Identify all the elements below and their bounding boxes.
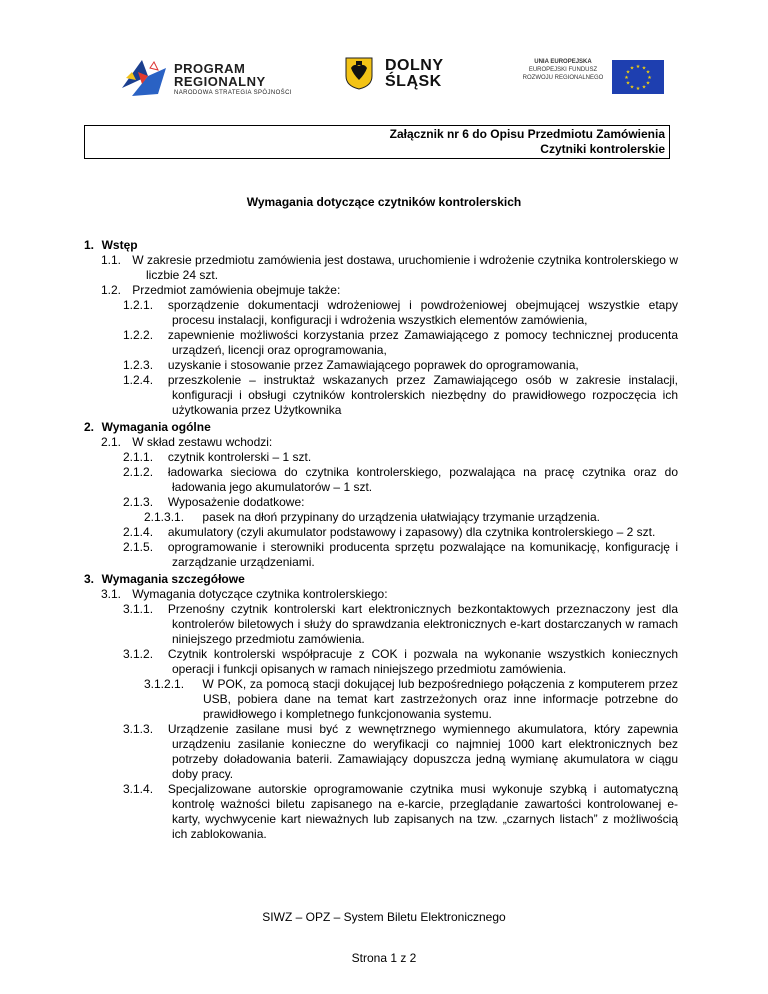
svg-text:★: ★ (641, 65, 647, 72)
annex-subtitle: Czytniki kontrolerskie (540, 142, 665, 156)
eu-text-line2: EUROPEJSKI FUNDUSZ (528, 67, 598, 73)
item-number: 2. (84, 420, 95, 434)
list-item (0, 722, 768, 782)
list-item (0, 602, 768, 647)
list-item (0, 450, 768, 465)
svg-text:★: ★ (624, 75, 629, 81)
list-item (0, 298, 768, 328)
list-item (0, 465, 768, 495)
program-regionalny-title-line1: PROGRAM (174, 61, 246, 76)
item-text: W skład zestawu wchodzi: (132, 435, 273, 449)
svg-text:★: ★ (645, 69, 651, 76)
item-text: Urządzenie zasilane musi być z wewnętrznego wymiennego akumulatora, który zapewnia urządzeniu zasilanie konieczne do weryfikacji co najmniej 1000 kart elektronicznych bez potrzeby doładowania baterii. Zamawiający dopuszcza jedną wymianę akumulatora w ciągu doby pracy. (167, 722, 678, 781)
svg-text:★: ★ (629, 84, 635, 91)
item-text: Wstęp (101, 238, 138, 252)
dolny-slask-line1: DOLNY (385, 57, 444, 74)
item-number: 3.1.1. (123, 602, 154, 616)
item-number: 3.1.3. (123, 722, 154, 736)
document-title: Wymagania dotyczące czytników kontrolerskich (246, 195, 522, 209)
item-number: 1.2. (101, 283, 122, 297)
list-item (0, 358, 768, 373)
item-text: Przedmiot zamówienia obejmuje także: (132, 283, 341, 297)
item-text: akumulatory (czyli akumulator podstawowy i zapasowy) dla czytnika kontrolerskiego – 2 szt. (167, 525, 656, 539)
eu-logo (518, 58, 668, 90)
svg-text:★: ★ (625, 69, 631, 76)
list-item (0, 495, 768, 510)
svg-text:★: ★ (635, 64, 641, 70)
svg-text:★: ★ (625, 80, 631, 87)
item-number: 2.1.2. (123, 465, 154, 479)
program-regionalny-mark-icon (118, 58, 170, 98)
item-text: Wymagania szczegółowe (101, 572, 245, 586)
item-text: Czytnik kontrolerski współpracuje z COK i pozwala na wykonanie wszystkich koniecznych operacji i funkcji opisanych w ramach niniejszego przedmiotu zamówienia. (167, 647, 678, 676)
item-number: 2.1.3. (123, 495, 154, 509)
item-text: czytnik kontrolerski – 1 szt. (167, 450, 312, 464)
svg-text:★: ★ (635, 86, 641, 92)
item-number: 1.2.1. (123, 298, 154, 312)
list-item (0, 283, 768, 298)
list-item (0, 647, 768, 677)
item-number: 3.1.4. (123, 782, 154, 796)
annex-title: Załącznik nr 6 do Opisu Przedmiotu Zamówienia (389, 127, 665, 141)
list-item (0, 328, 768, 358)
item-text: przeszkolenie – instruktaż wskazanych przez Zamawiającego osób w zakresie instalacji, konfiguracji i obsługi czytników kontrolerskich niezbędny do prawidłowego rozpoczęcia ich użytkowania przez Użytkownika (167, 373, 678, 417)
list-item (0, 435, 768, 450)
svg-text:★: ★ (645, 80, 651, 87)
item-number: 3.1. (101, 587, 122, 601)
annex-header-box (84, 125, 670, 159)
item-number: 1.1. (101, 253, 122, 267)
item-number: 1.2.4. (123, 373, 154, 387)
item-number: 1. (84, 238, 95, 252)
list-item (0, 540, 768, 570)
item-number: 3. (84, 572, 95, 586)
item-text: W POK, za pomocą stacji dokującej lub bezpośredniego połączenia z komputerem przez USB, pobiera dane na temat kart zastrzeżonych oraz inne informacje potrzebne do prawidłowego i kompletnego funkcjonowania systemu. (202, 677, 678, 721)
item-number: 2.1. (101, 435, 122, 449)
dolny-slask-logo (345, 56, 470, 92)
svg-text:★: ★ (647, 75, 652, 81)
item-number: 3.1.2.1. (144, 677, 185, 691)
item-text: zapewnienie możliwości korzystania przez Zamawiającego z pomocy technicznej producenta urządzeń, licencji oraz oprogramowania, (167, 328, 678, 357)
list-item (0, 373, 768, 418)
footer-title: SIWZ – OPZ – System Biletu Elektronicznego (262, 910, 506, 924)
eu-text-line3: ROZWOJU REGIONALNEGO (522, 75, 604, 81)
list-item (0, 510, 768, 525)
item-text: Przenośny czytnik kontrolerski kart elektronicznych bezkontaktowych przeznaczony jest dla kontrolerów biletowych i służy do sprawdzania elektronicznych e-kart dostarczanych w ramach niniejszego przedmiotu zamówienia. (167, 602, 678, 646)
list-item (0, 238, 768, 253)
item-text: oprogramowanie i sterowniki producenta sprzętu pozwalające na komunikację, konfigurację i zarządzanie urządzeniami. (167, 540, 678, 569)
item-number: 3.1.2. (123, 647, 154, 661)
list-item (0, 420, 768, 435)
item-text: Specjalizowane autorskie oprogramowanie czytnika musi wykonuje szybką i automatyczną kontrolę ważności biletu zapisanego na e-karcie, przeglądanie zawartości kontrolowanej e-karty, wychwycenie kart nieważnych lub zapisanych na tzw. „czarnych listach” z możliwością ich zablokowania. (167, 782, 678, 841)
item-text: Wymagania dotyczące czytnika kontrolerskiego: (132, 587, 388, 601)
eu-text (518, 58, 608, 82)
eu-text-line1: UNIA EUROPEJSKA (534, 59, 592, 65)
item-number: 1.2.3. (123, 358, 154, 372)
list-item (0, 782, 768, 842)
header-logos (0, 0, 768, 110)
requirements-list (0, 236, 768, 842)
program-regionalny-logo (118, 50, 318, 98)
item-number: 2.1.5. (123, 540, 154, 554)
item-text: ładowarka sieciowa do czytnika kontrolerskiego, pozwalająca na pracę czytnika oraz do ładowania jego akumulatorów – 1 szt. (167, 465, 678, 494)
program-regionalny-subtitle: NARODOWA STRATEGIA SPÓJNOŚCI (174, 90, 292, 96)
list-item (0, 572, 768, 587)
item-number: 2.1.3.1. (144, 510, 185, 524)
eagle-crest-icon (345, 56, 373, 90)
svg-text:★: ★ (641, 84, 647, 91)
list-item (0, 587, 768, 602)
program-regionalny-title-line2: REGIONALNY (174, 74, 266, 89)
item-text: sporządzenie dokumentacji wdrożeniowej i powdrożeniowej obejmującej wszystkie etapy procesu instalacji, konfiguracji i wdrożenia wszystkich elementów zamówienia, (167, 298, 678, 327)
item-number: 2.1.1. (123, 450, 154, 464)
item-text: Wyposażenie dodatkowe: (167, 495, 305, 509)
svg-text:★: ★ (629, 65, 635, 72)
list-item (0, 525, 768, 540)
item-text: pasek na dłoń przypinany do urządzenia ułatwiający trzymanie urządzenia. (202, 510, 600, 524)
item-number: 1.2.2. (123, 328, 154, 342)
list-item (0, 677, 768, 722)
page-number: Strona 1 z 2 (351, 951, 417, 965)
item-text: W zakresie przedmiotu zamówienia jest dostawa, uruchomienie i wdrożenie czytnika kontrolerskiego w liczbie 24 szt. (132, 253, 678, 282)
item-number: 2.1.4. (123, 525, 154, 539)
eu-flag-icon (612, 60, 664, 94)
dolny-slask-line2: ŚLĄSK (385, 73, 442, 90)
list-item (0, 253, 768, 283)
item-text: uzyskanie i stosowanie przez Zamawiającego poprawek do oprogramowania, (167, 358, 579, 372)
item-text: Wymagania ogólne (101, 420, 211, 434)
